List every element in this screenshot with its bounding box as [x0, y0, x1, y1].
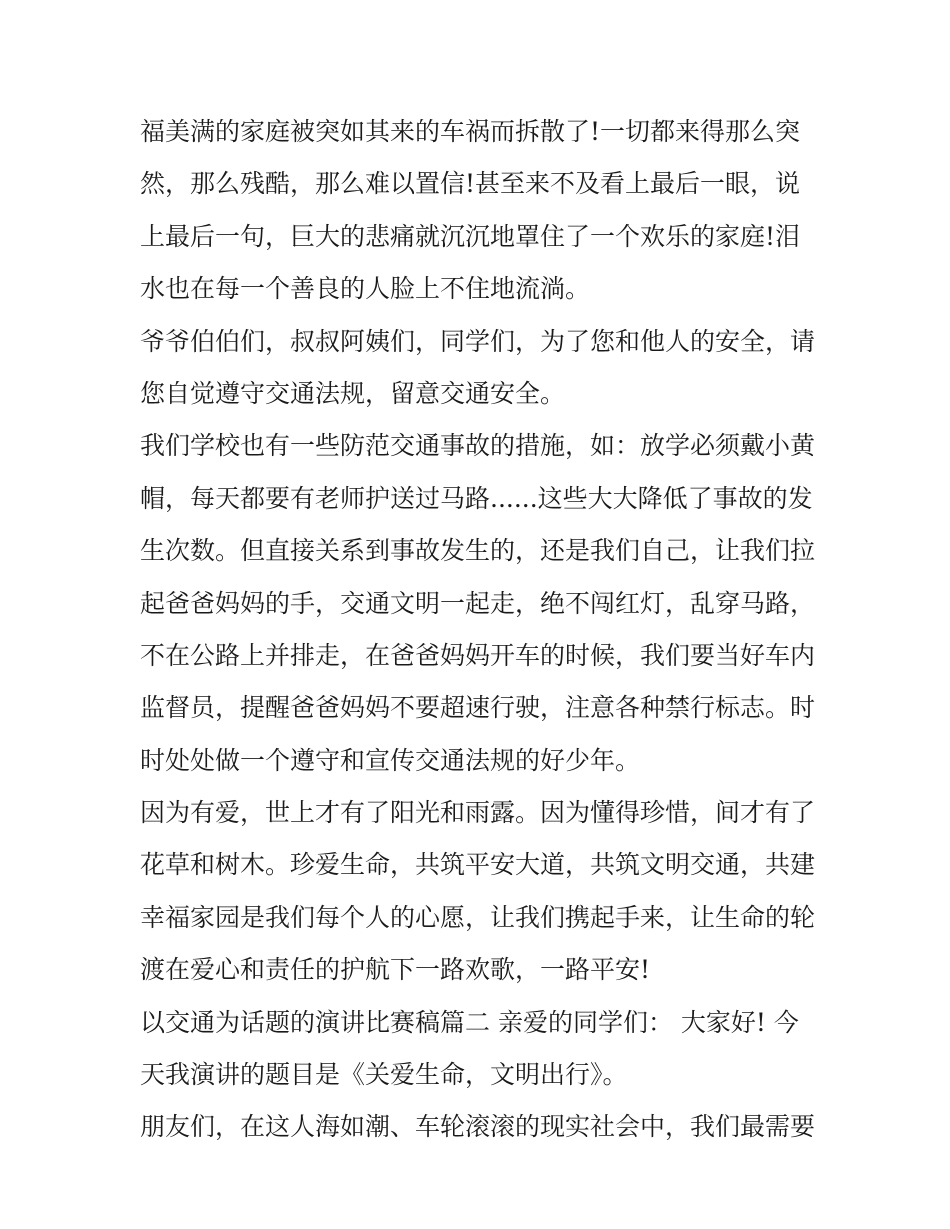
text-line: 时处处做一个遵守和宣传交通法规的好少年。 — [140, 745, 641, 775]
text-line: 朋友们，在这人海如潮、车轮滚滚的现实社会中，我们最需要 — [140, 1112, 816, 1142]
text-line: 幸福家园是我们每个人的心愿，让我们携起手来，让生命的轮 — [140, 902, 816, 932]
text-line: 以交通为话题的演讲比赛稿篇二 亲爱的同学们： 大家好! 今 — [140, 1007, 799, 1037]
text-line: 渡在爱心和责任的护航下一路欢歌，一路平安! — [140, 955, 651, 985]
text-line: 我们学校也有一些防范交通事故的措施，如：放学必须戴小黄 — [140, 431, 816, 461]
text-line: 帽，每天都要有老师护送过马路......这些大大降低了事故的发 — [140, 483, 813, 513]
text-line: 天我演讲的题目是《关爱生命，文明出行》。 — [140, 1060, 628, 1090]
text-line: 监督员，提醒爸爸妈妈不要超速行驶，注意各种禁行标志。时 — [140, 693, 816, 723]
text-line: 花草和树木。珍爱生命，共筑平安大道，共筑文明交通，共建 — [140, 850, 816, 880]
text-line: 您自觉遵守交通法规，留意交通安全。 — [140, 378, 566, 408]
text-line: 生次数。但直接关系到事故发生的，还是我们自己，让我们拉 — [140, 536, 816, 566]
text-line: 然，那么残酷，那么难以置信!甚至来不及看上最后一眼，说 — [140, 169, 801, 199]
text-line: 福美满的家庭被突如其来的车祸而拆散了!一切都来得那么突 — [140, 117, 801, 146]
text-line: 水也在每一个善良的人脸上不住地流淌。 — [140, 274, 591, 304]
text-line: 因为有爱，世上才有了阳光和雨露。因为懂得珍惜，间才有了 — [140, 798, 816, 828]
text-line: 不在公路上并排走，在爸爸妈妈开车的时候，我们要当好车内 — [140, 640, 816, 670]
document-body — [140, 106, 820, 1154]
text-line: 上最后一句，巨大的悲痛就沉沉地罩住了一个欢乐的家庭!泪 — [140, 221, 801, 251]
text-line: 起爸爸妈妈的手，交通文明一起走，绝不闯红灯，乱穿马路， — [140, 588, 816, 618]
text-line: 爷爷伯伯们，叔叔阿姨们，同学们，为了您和他人的安全，请 — [140, 326, 816, 356]
